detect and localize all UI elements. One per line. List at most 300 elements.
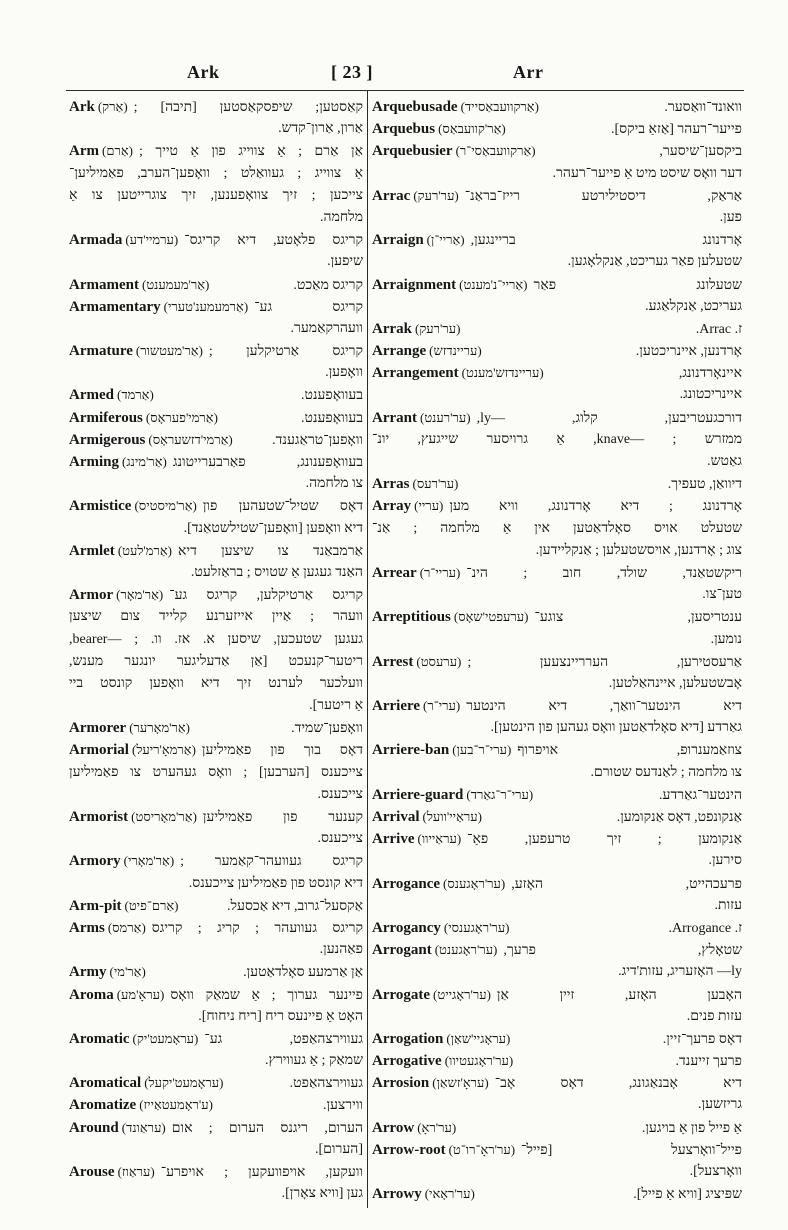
entry-line (69, 296, 363, 318)
entry-armature (69, 340, 363, 384)
pronunciation: (עראָמעט'יקעל) (144, 1075, 224, 1091)
entry-line (372, 1139, 742, 1161)
entry-line (69, 984, 363, 1006)
definition-line (122, 451, 363, 473)
definition-text: פייער־רעהר [אַזאַ ביקס]. (611, 122, 742, 138)
pronunciation: (אַרקוועבאַסי־ר) (455, 143, 536, 159)
definition-text: גאַרדע [דיא סאָלדאַטען וואָס געהען פון הינטען]. (490, 720, 742, 736)
definition-text: איינאָרדנונג, (678, 366, 742, 382)
definition-text: וואָפען־טראַגענד. (272, 432, 363, 448)
definition-text: שיפען. (327, 254, 363, 270)
definition-text: קריגס געוועהר ; קריג ; קריגס (151, 920, 363, 936)
headword: Armiferous (69, 409, 143, 426)
definition-line (435, 939, 742, 961)
headword: Arrange (372, 343, 427, 360)
definition-line (462, 362, 742, 384)
definition-text: וואָפען־שמיד. (291, 721, 363, 737)
definition-text: אַן אַרם ; אַ צווייג פון אַ טייך ; (138, 144, 363, 160)
definition-text: אָבשטעלען, איינהאַלטען. (608, 675, 742, 691)
definition-text: פאַהנען. (319, 942, 363, 958)
entry-line (372, 984, 742, 1006)
entry-aromatical (69, 1072, 363, 1094)
definition-text: אַקסעל־גרוב, דיא אַכסעל. (226, 898, 363, 914)
definition-line (417, 828, 742, 850)
definition-text: אַ צווייג ; געוואַלט ; וואָפען־הערב, פאַמיליען־ (69, 165, 363, 181)
headword: Arrear (372, 564, 417, 581)
headword: Arquebusade (372, 99, 458, 115)
pronunciation: (ערעפטי'שאָס) (453, 609, 529, 625)
entry-armed (69, 384, 363, 406)
definition-text: ז. Arrac. (695, 321, 742, 337)
definition-text: דורכגעטריבען, קלוג, —ly, (476, 410, 742, 426)
entry-line (372, 318, 742, 340)
definition-line (124, 850, 363, 872)
definition-text: אַנקומען ; זיך טרעפען, פאַ־ (467, 832, 742, 848)
entry-line (69, 695, 363, 717)
headword: Ark (69, 99, 95, 115)
entry-arriere (372, 695, 742, 739)
entry-arrest (372, 651, 742, 695)
entry-line (372, 873, 742, 895)
headword: Arm (69, 143, 99, 160)
definition-text: צייכען ; זיך צוואָפענען, זיך צוגרייטען צו אַ (69, 187, 363, 203)
entry-line (372, 1183, 742, 1205)
definition-line (456, 140, 742, 162)
entry-line (372, 562, 742, 584)
pronunciation: (אַרק) (97, 99, 128, 114)
definition-text: אַרמבאַנד צו שיצען דיא (178, 543, 363, 559)
definition-text: אַ פייל פון אַ בויגען. (641, 1120, 742, 1136)
definition-line (142, 274, 363, 296)
entry-line (69, 473, 363, 495)
definition-text: קריגס גע־ (254, 299, 363, 315)
pronunciation: (עריינדזש) (429, 343, 482, 359)
entry-line (69, 1072, 363, 1094)
pronunciation: (אַר'מעמענט) (141, 276, 210, 292)
entry-line (69, 362, 363, 384)
entry-line (69, 1006, 363, 1028)
running-head-left: Ark (187, 62, 220, 82)
entry-ark (69, 96, 363, 140)
definition-line (148, 429, 363, 451)
entry-line (372, 96, 742, 118)
entry-armor (69, 584, 363, 717)
definition-text: וועהרקאַמער. (290, 320, 363, 336)
definition-text: צו מלחמה. (305, 476, 363, 492)
definition-text: צייכענס. (317, 786, 363, 802)
entry-armorist (69, 806, 363, 850)
pronunciation: (אַריי־נ'מענט) (459, 276, 528, 292)
definition-line (445, 1050, 742, 1072)
definition-text: צוג ; אָרדנען, אויסשטעלען ; אַנקליידען. (535, 542, 742, 558)
headword: Army (69, 964, 107, 981)
headword: Armorial (69, 742, 129, 759)
pronunciation: (אַרמ'לעט) (117, 542, 172, 558)
definition-line (414, 495, 742, 517)
entry-line (69, 318, 363, 340)
entry-around (69, 1117, 363, 1161)
definition-text: פייל־וואָרצעל [פייל־ (521, 1142, 742, 1158)
headword: Armament (69, 276, 139, 293)
entry-arriere-guard (372, 784, 742, 806)
headword: Armamentary (69, 298, 161, 315)
pronunciation: (אַרם) (102, 143, 133, 159)
definition-text: שמאַק ; אַ געווירץ. (265, 1053, 363, 1069)
pronunciation: (אַר'מאָרי) (123, 853, 175, 869)
entry-line (69, 1139, 363, 1161)
entry-line (372, 229, 742, 251)
entry-line (372, 429, 742, 451)
definition-line (118, 1161, 363, 1183)
definition-line (129, 717, 363, 739)
definition-line (420, 562, 742, 584)
entry-line (372, 1094, 742, 1116)
definition-text: ענטריסען, צוגע־ (534, 610, 742, 626)
pronunciation: (אַר'מאָר) (116, 587, 164, 603)
entry-line (372, 251, 742, 273)
definition-text: ly— האָזעריג, עזות'דיג. (618, 964, 742, 980)
entry-arrive (372, 828, 742, 872)
entry-arreptitious (372, 606, 742, 650)
pronunciation: (עראַוז) (117, 1164, 155, 1179)
definition-text: שטעלט אויס סאָלדאַטען אין אַ מלחמה ; אַנ־ (372, 520, 742, 536)
entry-line (69, 118, 363, 140)
pronunciation: (עריינדזש'מענט) (461, 365, 544, 381)
definition-text: אַן אַרמעע סאָלדאַטען. (243, 965, 363, 981)
definition-text: אַראַק, דיסטילירטע רייז־בראַנ־ (464, 188, 742, 204)
entry-line (69, 1050, 363, 1072)
entry-army (69, 961, 363, 983)
entry-line (69, 1183, 363, 1205)
pronunciation: (עראַיי'וועל) (422, 809, 482, 824)
pronunciation: (אַרמאָ'ריעל) (131, 742, 196, 758)
definition-text: דיא אָבנאַגונג, דאָס אָב־ (494, 1076, 742, 1092)
entry-line (372, 651, 742, 673)
headword: Arreptitious (372, 609, 451, 626)
entry-armlet (69, 540, 363, 584)
definition-line (118, 540, 363, 562)
definition-text: ז. Arrogance. (668, 920, 742, 936)
entry-line (372, 739, 742, 761)
pronunciation: (אַר'קוועבאַס) (438, 121, 506, 137)
headword: Arrogation (372, 1030, 444, 1047)
entry-line (69, 429, 363, 451)
entry-line (372, 717, 742, 739)
definition-text: דאָס פרעך־זיין. (662, 1031, 742, 1047)
headword: Arrogant (372, 942, 432, 959)
definition-text: דער וואָס שיסט מיט אַ פייער־רעהר. (552, 165, 742, 181)
definition-text: וואָרצעל]. (689, 1164, 742, 1179)
definition-text: דיא קונסט פון פאַמיליען צייכענס. (188, 875, 363, 891)
entry-line (69, 540, 363, 562)
entry-line (69, 274, 363, 296)
entry-line (372, 185, 742, 207)
headword: Armed (69, 387, 114, 404)
pronunciation: (ערמיי'דע) (125, 232, 179, 248)
definition-line (134, 495, 363, 517)
definition-text: קריגס אַרטיקלען, קריגס גע־ (169, 588, 363, 604)
definition-line (452, 739, 742, 761)
pronunciation: (ער'ראָ־רו־ט) (448, 1141, 516, 1157)
pronunciation: (ער'ראָגענסי) (443, 919, 510, 935)
headword: Arrival (372, 809, 420, 825)
definition-line (449, 1139, 742, 1161)
pronunciation: (ער'רעס) (412, 476, 459, 492)
entry-line (69, 340, 363, 362)
pronunciation: (ער'רעק) (413, 187, 459, 203)
pronunciation: (עראָ'מע) (116, 986, 165, 1002)
definition-text: דיא וואָפען [וואָפען־שטילשטאַנד]. (183, 520, 363, 536)
definition-text: דיוואַן, טעפיך. (667, 477, 742, 493)
definition-line (416, 651, 742, 673)
pronunciation: (אַר'מאָריסט) (131, 809, 197, 824)
entry-arrange (372, 340, 742, 362)
definition-text: קריגס מאַכט. (293, 277, 363, 293)
definition-line (454, 606, 742, 628)
entry-line (69, 1028, 363, 1050)
definition-text: שטאָלץ, פרעך, (503, 943, 742, 959)
definition-line (461, 96, 742, 118)
entry-arrogative (372, 1050, 742, 1072)
entry-arrak (372, 318, 742, 340)
definition-text: ביקסען־שיסער, (659, 144, 742, 160)
entry-line (69, 518, 363, 540)
definition-text: פען. (719, 209, 742, 225)
headword: Arm-pit (69, 897, 122, 914)
headword: Arriere-guard (372, 786, 464, 803)
definition-line (427, 229, 742, 251)
definition-text: דיא הינטער־וואַך, דיא הינטער (466, 699, 742, 715)
headword: Arrogance (372, 875, 441, 892)
headword: Around (69, 1119, 119, 1136)
definition-line (122, 1117, 363, 1139)
pronunciation: (ער'ראָאי) (424, 1186, 475, 1202)
definition-line (136, 340, 363, 362)
definition-text: צוזאַמענרופ, אויפרוף (517, 743, 742, 759)
definition-line (446, 1028, 742, 1050)
headword: Array (372, 498, 412, 515)
definition-text: שטעלונג פאַר (533, 277, 742, 293)
entry-line (69, 451, 363, 473)
headword: Arrosion (372, 1075, 430, 1092)
entry-line (69, 384, 363, 406)
definition-text: דאָס שטיל־שטעהען פון (202, 499, 363, 515)
definition-text: שפּיציג [וויא אַ פייל]. (633, 1187, 742, 1203)
entry-aroma (69, 984, 363, 1028)
definition-text: [הערום]. (315, 1141, 363, 1157)
entry-armiferous (69, 407, 363, 429)
entry-armada (69, 229, 363, 273)
entry-line (69, 96, 363, 118)
entry-line (372, 451, 742, 473)
entry-line (69, 651, 363, 673)
entry-line (69, 251, 363, 273)
entry-line (372, 362, 742, 384)
headword: Arming (69, 454, 119, 470)
entry-arrow (372, 1117, 742, 1139)
definition-line (417, 1117, 742, 1139)
entry-arrival (372, 806, 742, 828)
entry-arrac (372, 185, 742, 229)
entry-line (372, 917, 742, 939)
definition-line (164, 296, 363, 318)
entry-armamentary (69, 296, 363, 340)
pronunciation: (אַר'מאָרער) (129, 720, 191, 736)
entry-line (69, 207, 363, 229)
headword: Arrogative (372, 1053, 442, 1070)
entry-aromatize (69, 1094, 363, 1116)
definition-text: אָרדנונג בריינגען, (470, 233, 742, 249)
entry-arriere-ban (372, 739, 742, 783)
entry-line (372, 118, 742, 140)
entry-line (69, 1161, 363, 1183)
definition-text: אַרון, אַרון־קדש. (278, 121, 363, 137)
pronunciation: (אַרמס) (107, 919, 146, 935)
entry-arms (69, 917, 363, 961)
pronunciation: (ער'רעק) (415, 320, 461, 336)
definition-line (433, 984, 742, 1006)
pronunciation: (ער'ראָגענט) (434, 942, 498, 958)
pronunciation: (עראַייוו) (417, 831, 462, 847)
headword: Armistice (69, 498, 132, 515)
pronunciation: (אַרמד) (117, 387, 154, 403)
definition-text: וואָפען. (325, 365, 363, 381)
definition-line (459, 274, 742, 296)
entry-line (372, 806, 742, 828)
definition-line (413, 473, 743, 495)
entry-line (69, 140, 363, 162)
definition-line (466, 784, 742, 806)
pronunciation: (ער'ראָגענס) (443, 875, 506, 891)
definition-line (132, 739, 363, 761)
definition-line (125, 895, 364, 917)
pronunciation: (אַרמי'פעראָס) (145, 409, 218, 425)
definition-text: בעוואָפענט. (300, 410, 363, 426)
pronunciation: (ערי־ר־גאַרד) (466, 786, 534, 802)
definition-line (146, 407, 363, 429)
entry-line (69, 895, 363, 917)
entry-armorial (69, 739, 363, 806)
page-number: [ 23 ] (331, 62, 373, 82)
definition-text: אַנקונפט, דאָס אַנקומען. (616, 810, 742, 825)
entry-line (372, 540, 742, 562)
definition-text: נומען. (710, 631, 742, 647)
entry-arrow-root (372, 1139, 742, 1183)
entry-arraign (372, 229, 742, 273)
definition-line (117, 384, 363, 406)
definition-line (144, 1072, 363, 1094)
entry-arrogate (372, 984, 742, 1028)
pronunciation: (אַרמי'דזשעראָס) (148, 431, 233, 447)
headword: Arquebus (372, 121, 436, 138)
definition-text: געגען שטעכען, שיסען א. אז. וו. ; —bearer, (69, 631, 363, 647)
entry-line (69, 229, 363, 251)
definition-line (422, 806, 742, 828)
entry-line (372, 296, 742, 318)
header-rule (66, 90, 744, 91)
entry-arm (69, 140, 363, 229)
headword: Arrive (372, 831, 415, 848)
definition-text: אָרדנען, איינריכטען. (635, 344, 742, 360)
definition-line (423, 695, 742, 717)
pronunciation: (ער'רענט) (420, 409, 471, 425)
headword: Arrant (372, 409, 417, 426)
headword: Armature (69, 343, 133, 360)
entry-line (372, 518, 742, 540)
headword: Armor (69, 587, 114, 604)
right-column (372, 96, 742, 1208)
definition-text: שטעלען פאַר געריכט, אַנקלאָגען. (567, 254, 742, 270)
definition-text: ריטער־קנעכט [אַן אַדעליגער יונגער מענש, (69, 653, 363, 669)
pronunciation: (ער'ראָ) (417, 1119, 457, 1135)
headword: Aromatize (69, 1097, 137, 1114)
definition-text: האָבען האָזע, זיין אַן (496, 987, 742, 1003)
definition-line (438, 118, 742, 140)
headword: Arraignment (372, 276, 457, 293)
headword: Arouse (69, 1164, 115, 1180)
entry-arouse (69, 1161, 363, 1205)
pronunciation: (עריי) (414, 498, 444, 514)
entry-line (69, 163, 363, 185)
entry-arrogation (372, 1028, 742, 1050)
definition-text: בעוואָפענט. (300, 388, 363, 404)
definition-text: קריגס געוועהר־קאַמער ; (180, 854, 363, 870)
pronunciation: (אַר'מינג) (122, 454, 167, 469)
entry-line (372, 762, 742, 784)
entry-line (372, 1117, 742, 1139)
definition-text: איינריכטונג. (679, 387, 742, 403)
headword: Arquebusier (372, 143, 453, 160)
definition-line (420, 407, 742, 429)
headword: Armigerous (69, 431, 146, 448)
entry-line (372, 274, 742, 296)
headword: Arms (69, 919, 105, 936)
definition-text: קריגס אַרטיקלען ; (208, 344, 363, 360)
definition-text: דאָס בוך פון פאַמיליען (201, 743, 363, 759)
entry-line (372, 473, 742, 495)
entry-line (69, 917, 363, 939)
entry-arrogance (372, 873, 742, 917)
pronunciation: (עריי־ר) (419, 564, 461, 580)
entry-arrant (372, 407, 742, 474)
entry-aromatic (69, 1028, 363, 1072)
definition-text: הינטער־גאַרדע. (659, 787, 742, 803)
entry-line (69, 1117, 363, 1139)
definition-text: מלחמה. (320, 209, 363, 225)
entry-line (69, 850, 363, 872)
definition-text: קאַסטען; שיפסקאַסטען [תיבה] ; (133, 100, 363, 115)
definition-text: אָרדנונג ; דיא אָרדנונג, וויא מען (449, 499, 742, 515)
entry-arrear (372, 562, 742, 606)
definition-text: אַ ריטער]. (309, 698, 363, 714)
definition-text: האַנד געגען אַ שטויס ; בראַזלעט. (190, 564, 363, 580)
definition-line (116, 584, 363, 606)
pronunciation: (עראָגיי'שאַן) (446, 1030, 511, 1046)
headword: Arrogate (372, 986, 431, 1003)
entry-armory (69, 850, 363, 894)
definition-text: סירען. (708, 853, 742, 869)
entry-armistice (69, 495, 363, 539)
entry-line (372, 850, 742, 872)
definition-line (425, 1183, 742, 1205)
definition-text: וועלכער לערנט זיך דיא וואָפען קונסט ביי (69, 675, 363, 691)
definition-text: עזות פנים. (686, 1008, 742, 1024)
entry-line (69, 629, 363, 651)
entry-armigerous (69, 429, 363, 451)
entry-arraignment (372, 274, 742, 318)
headword: Aromatic (69, 1030, 130, 1047)
entry-arrosion (372, 1072, 742, 1116)
